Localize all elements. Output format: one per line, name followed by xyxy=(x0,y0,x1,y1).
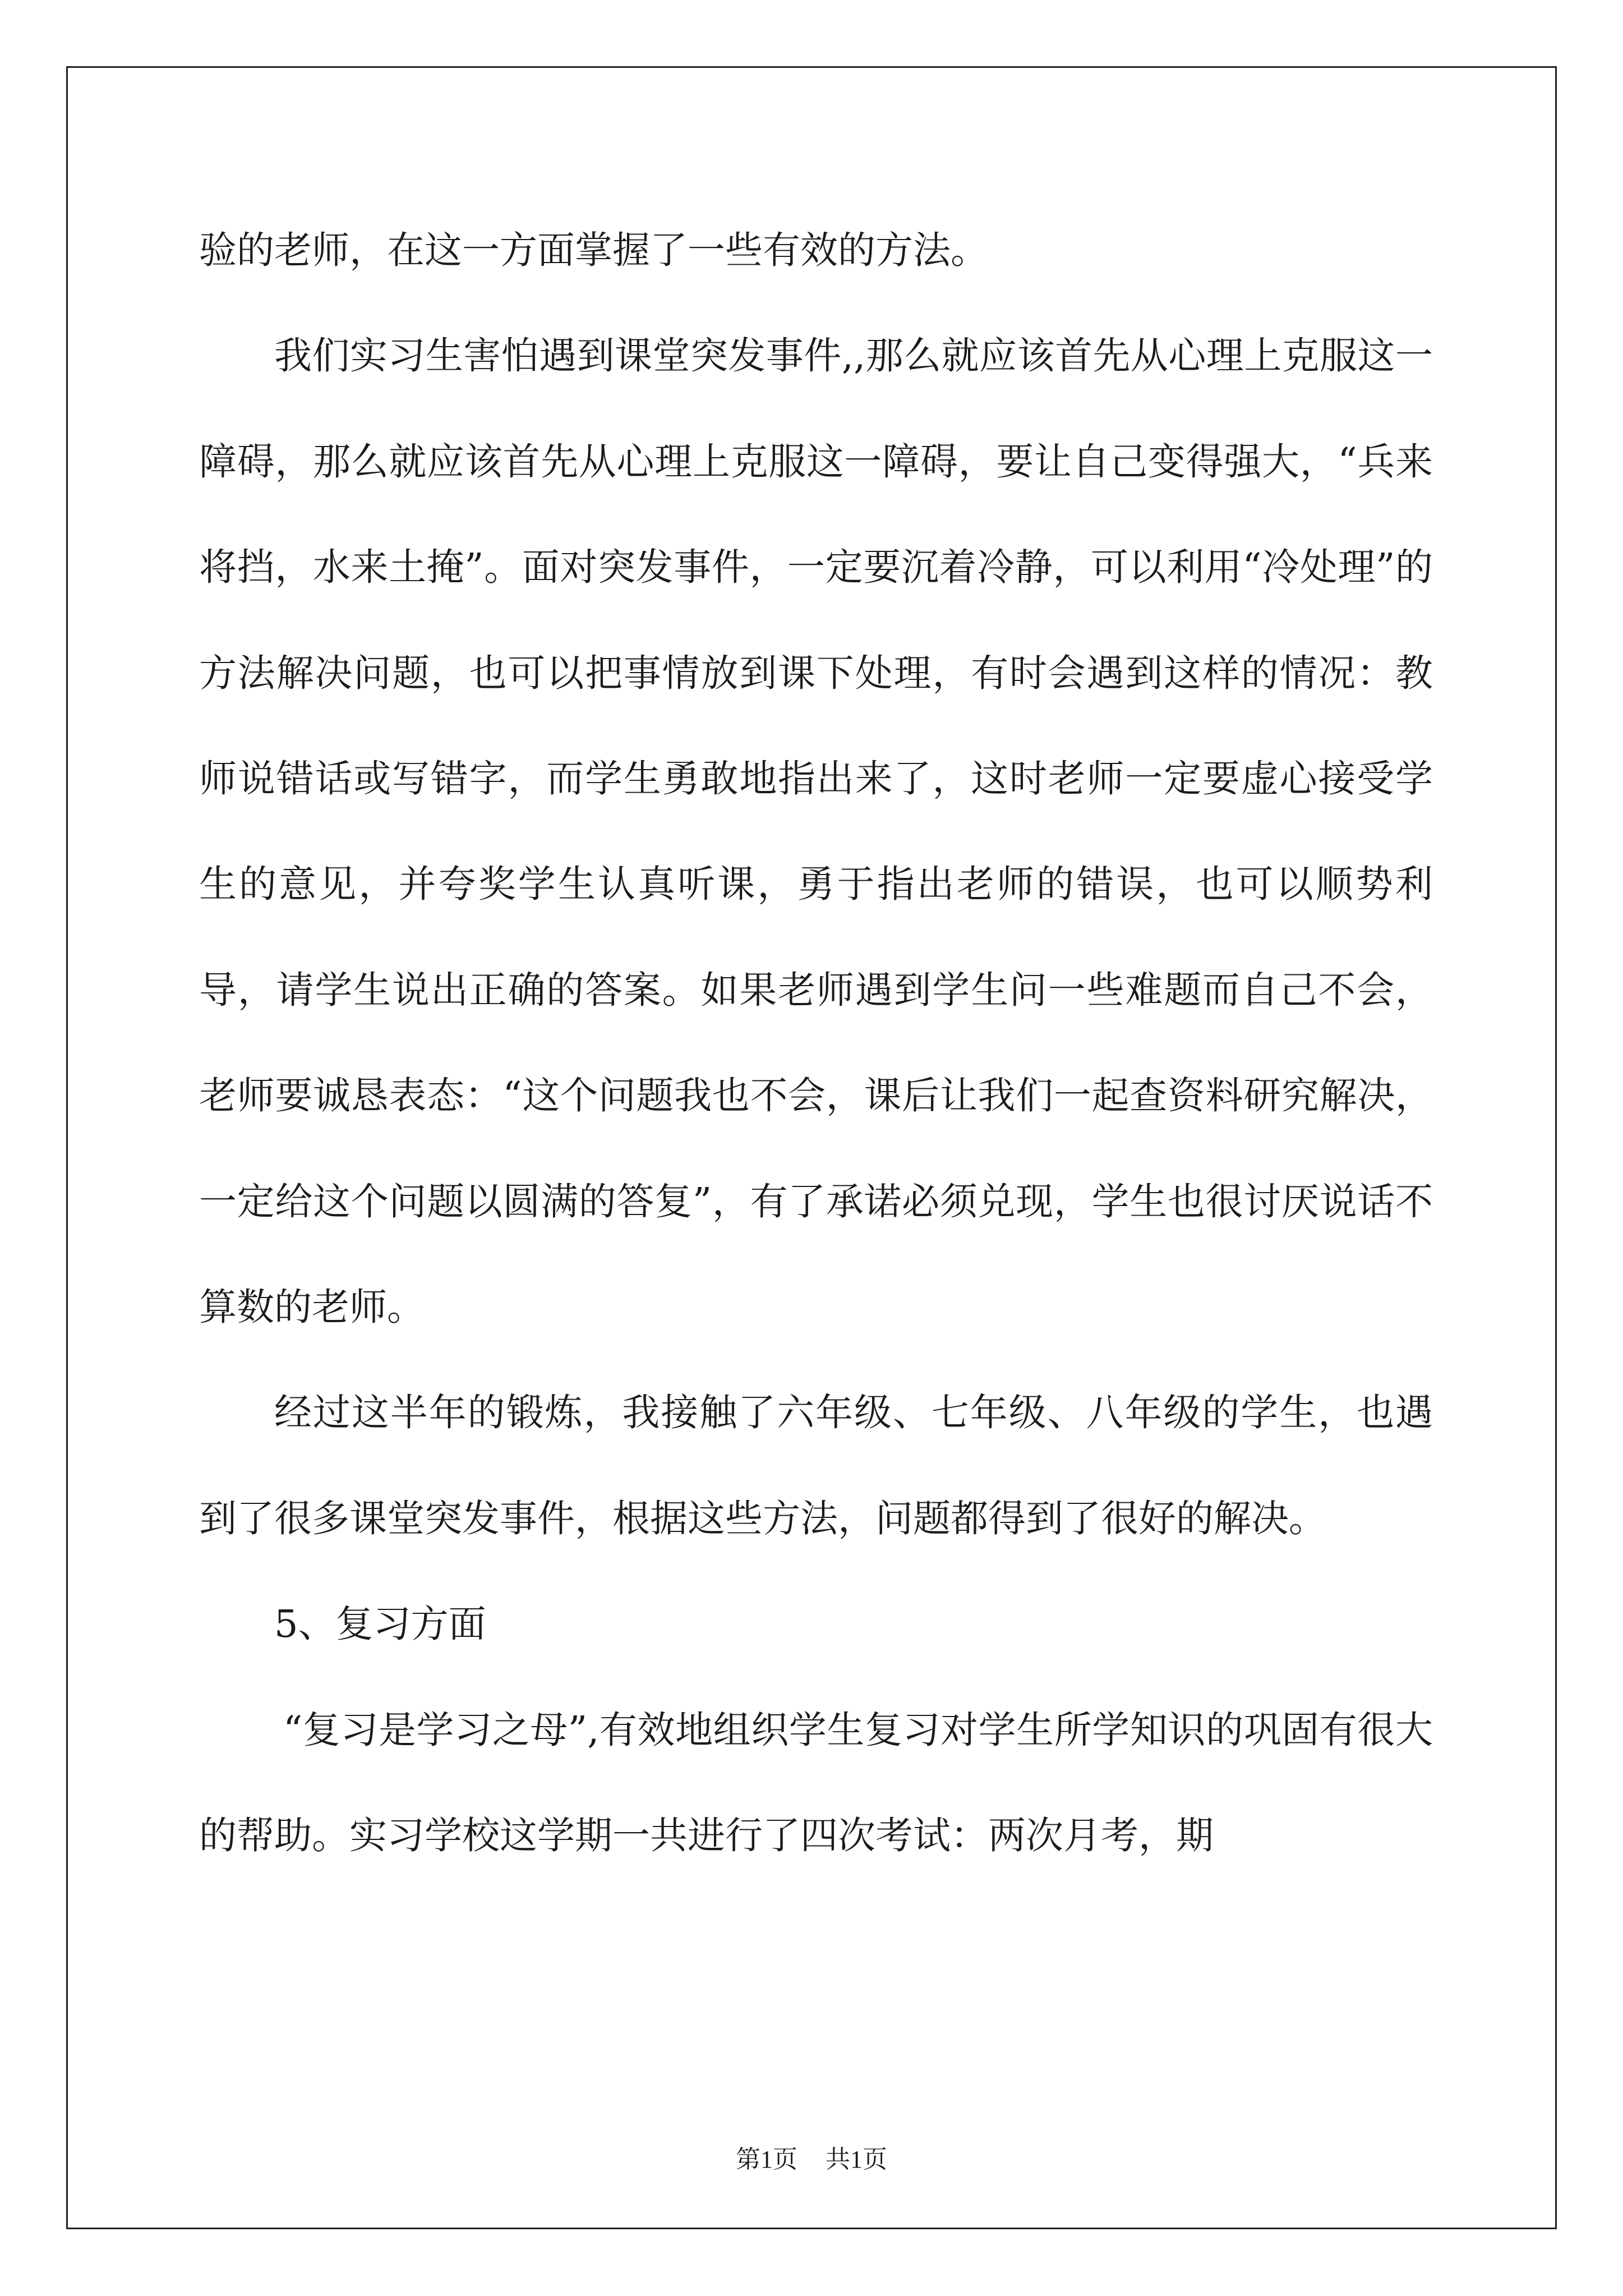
paragraph-classroom-incidents: 我们实习生害怕遇到课堂突发事件,,那么就应该首先从心理上克服这一障碍，那么就应该首先从心理上克服这一障碍，要让自己变得强大，“兵来将挡，水来土掩”。面对突发事件，一定要沉着冷静，可以利用“冷处理”的方法解决问题，也可以把事情放到课下处理，有时会遇到这样的情况：教师说错话或写错字，而学生勇敢地指出来了，这时老师一定要虚心接受学生的意见，并夸奖学生认真听课，勇于指出老师的错误，也可以顺势利导，请学生说出正确的答案。如果老师遇到学生问一些难题而自己不会，老师要诚恳表态：“这个问题我也不会，课后让我们一起查资料研究解决，一定给这个问题以圆满的答复”，有了承诺必须兑现，学生也很讨厌说话不算数的老师。 xyxy=(199,334,1433,1329)
page-total: 共1页 xyxy=(826,2146,887,2173)
section-heading-review: 5、复习方面 xyxy=(274,1602,486,1646)
paragraph-experience-summary: 经过这半年的锻炼，我接触了六年级、七年级、八年级的学生，也遇到了很多课堂突发事件，根据这些方法，问题都得到了很好的解决。 xyxy=(199,1391,1433,1540)
paragraph-review: “复习是学习之母”,有效地组织学生复习对学生所学知识的巩固有很大的帮助。实习学校这学期一共进行了四次考试：两次月考，期 xyxy=(199,1708,1433,1858)
paragraph-continuation: 验的老师，在这一方面掌握了一些有效的方法。 xyxy=(199,228,988,272)
page-footer xyxy=(0,2143,1623,2177)
page-number: 第1页 xyxy=(736,2146,797,2173)
document-body xyxy=(199,197,1433,1889)
